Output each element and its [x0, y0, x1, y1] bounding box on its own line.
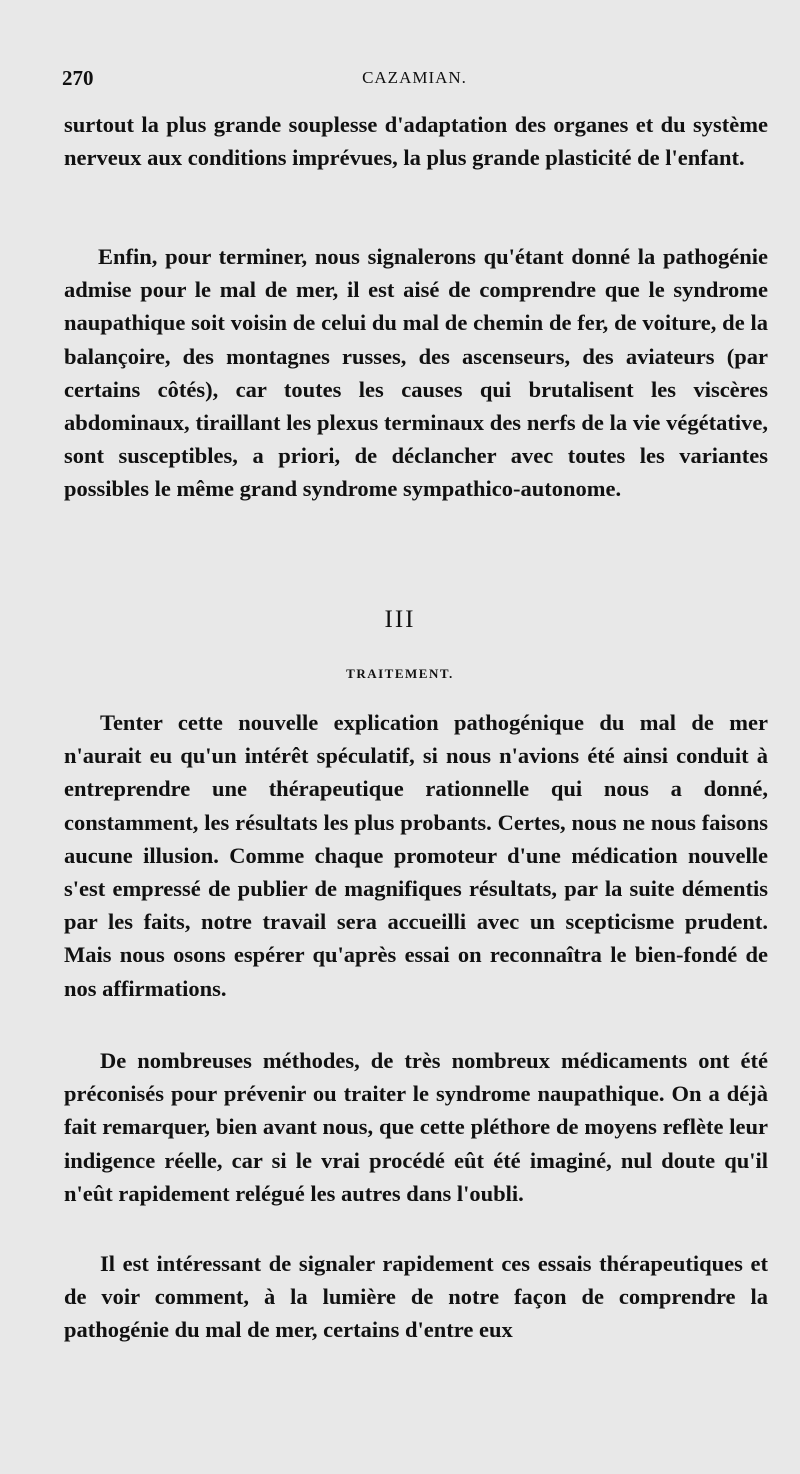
paragraph-1: surtout la plus grande souplesse d'adaptation des organes et du système nerveux aux conditions imprévues, la plus grande plasticité de l'enfant.: [64, 112, 768, 171]
paragraph-3: Tenter cette nouvelle explication pathogénique du mal de mer n'aurait eu qu'un intérêt spéculatif, si nous n'avions été ainsi conduit à entreprendre une thérapeutique rationnelle qui nous a donné, constamment, les résultats les plus probants. Certes, nous ne nous faisons aucune illusion. Comme chaque promoteur d'une médication nouvelle s'est empressé de publier de magnifiques résultats, par la suite démentis par les faits, notre travail sera accueilli avec un scepticisme prudent. Mais nous osons espérer qu'après essai on reconnaîtra le bien-fondé de nos affirmations.: [64, 710, 768, 1001]
section-title: TRAITEMENT.: [346, 666, 454, 681]
paragraph-2: Enfin, pour terminer, nous signalerons qu'étant donné la pathogénie admise pour le mal de mer, il est aisé de comprendre que le syndrome naupathique soit voisin de celui du mal de chemin de fer, de voiture, de la balançoire, des montagnes russes, des ascenseurs, des aviateurs (par certains côtés), car toutes les causes qui brutalisent les viscères abdominaux, tiraillant les plexus terminaux des nerfs de la vie végétative, sont susceptibles, a priori, de déclancher avec toutes les variantes possibles le même grand syndrome sympathico-autonome.: [64, 244, 768, 502]
running-head: [62, 66, 767, 96]
paragraph-5: Il est intéressant de signaler rapidement ces essais thérapeutiques et de voir comment, à la lumière de notre façon de comprendre la pathogénie du mal de mer, certains d'entre eux: [64, 1251, 768, 1343]
paragraph-4: De nombreuses méthodes, de très nombreux médicaments ont été préconisés pour prévenir ou traiter le syndrome naupathique. On a déjà fait remarquer, bien avant nous, que cette pléthore de moyens reflète leur indigence réelle, car si le vrai procédé eût été imaginé, nul doute qu'il n'eût rapidement relégué les autres dans l'oubli.: [64, 1048, 768, 1206]
page-number: 270: [62, 66, 94, 90]
section-number: III: [384, 606, 416, 633]
running-title: CAZAMIAN.: [362, 68, 467, 87]
